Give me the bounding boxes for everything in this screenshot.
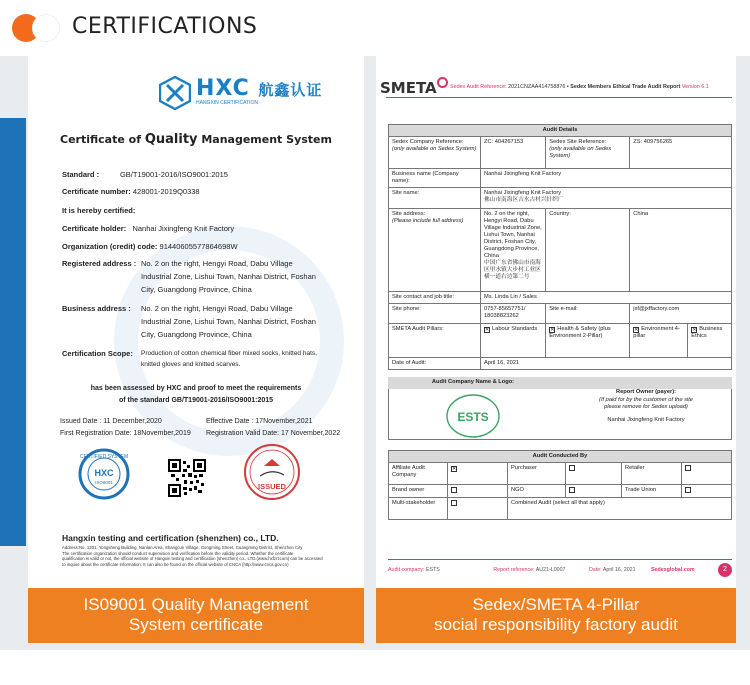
- header-divider: [386, 97, 732, 98]
- issued-stamp-icon: [242, 442, 302, 502]
- page-title: CERTIFICATIONS: [72, 14, 258, 39]
- report-owner: Report Owner (payer): (If paid for by the customer of the site please remove for Sedex upload) Nanhai Jixingfeng Knit Factory: [599, 389, 693, 423]
- stamp-text: ISSUED: [258, 482, 286, 491]
- ngo-label: NGO: [508, 485, 566, 498]
- pillar-environment: ✕ Environment 4-pillar: [630, 324, 688, 358]
- brand-owner-check: [448, 485, 508, 498]
- certifier-company: Hangxin testing and certification (shenzhen) co., LTD.: [62, 533, 279, 543]
- trade-union-label: Trade Union: [622, 485, 682, 498]
- contact-value: Ms. Linda Lin / Sales: [481, 292, 732, 304]
- checkbox-icon: [685, 465, 691, 471]
- cert-number-row: Certificate number: 428001-2019Q0338: [62, 187, 200, 196]
- checkbox-icon: [451, 487, 457, 493]
- effective-date: Effective Date : 17November,2021: [206, 418, 313, 425]
- pillar-business-ethics: ✕ Business Ethics: [688, 324, 732, 358]
- checkbox-icon: [569, 465, 575, 471]
- retailer-label: Retailer: [622, 463, 682, 485]
- certified-system-badge-icon: [78, 448, 130, 500]
- site-ref-value: ZS: 409756265: [630, 137, 732, 169]
- qr-code-icon: [168, 459, 206, 497]
- company-ref-label: Sedex Company Reference: (only available on Sedex System): [389, 137, 481, 169]
- standard-row: Standard : GB/T19001-2016/ISO9001:2015: [62, 170, 228, 179]
- reg-address-value: No. 2 on the right, Hengyi Road, Dabu Village Industrial Zone, Lishui Town, Nanhai District, Foshan City, Guangdong Province, China: [141, 259, 316, 294]
- blue-side-stripe: [0, 118, 26, 546]
- badge-bottom-text: ISO9001: [95, 480, 113, 485]
- certifier-fine-print: Address:No. 1201, Yongsheng Building, Nanlan Area, Shangcun Village, Gongming Street, Guangming District, Shenzhen City The certification organization should conduct supervision and verification before the validity period. Whether the certificate qualification is valid or not, the official website of Hangxin testing and certification (shenzhen) co., LTD.(www.hxfzrzcom) can be accessed to inquire about the certificate information. It can also be found on the official website of CNCA (http://www.cnca.gov.cn): [62, 545, 323, 567]
- multi-stakeholder-label: Multi-stakeholder: [389, 498, 448, 520]
- ests-logo-text: ESTS: [457, 410, 489, 424]
- retailer-check: [682, 463, 732, 485]
- reg-address-label: Registered address :: [62, 259, 137, 268]
- phone-label: Site phone:: [389, 304, 481, 324]
- site-name-label: Site name:: [389, 188, 481, 209]
- registration-valid-date: Registration Valid Date: 17 November,2022: [206, 430, 341, 437]
- checked-box-icon: ✕: [634, 327, 639, 333]
- badge-top-text: CERTIFIED SYSTEM: [79, 454, 129, 460]
- pillar-labour: ✕ Labour Standards: [481, 324, 546, 358]
- business-name-value: Nanhai Jixingfeng Knit Factory: [481, 169, 732, 188]
- issued-date: Issued Date : 11 December,2020: [60, 418, 162, 425]
- certificate-title: Certificate of Quality Management System: [60, 132, 332, 147]
- ests-logo-icon: [446, 394, 500, 438]
- certified-text: It is hereby certified:: [62, 206, 136, 215]
- site-name-value: Nanhai Jixingfeng Knit Factory 佛山市南海区吉水古村兴针织厂: [481, 188, 732, 209]
- audit-conducted-table: [388, 450, 732, 520]
- country-value: China: [630, 209, 732, 292]
- holder-row: Certificate holder: Nanhai Jixingfeng Knit Factory: [62, 224, 235, 233]
- pillars-label: SMETA Audit Pillars:: [389, 324, 481, 358]
- smeta-caption: Sedex/SMETA 4-Pillar social responsibility factory audit: [376, 588, 736, 643]
- org-code-row: Organization (credit) code: 91440605577864698W: [62, 242, 238, 251]
- checked-box-icon: ✕: [550, 327, 555, 333]
- iso-caption: IS09001 Quality Management System certificate: [28, 588, 364, 643]
- pillar-health-safety: ✕ Health & Safety (plus Environment 2-Pillar): [546, 324, 630, 358]
- brand-owner-label: Brand owner: [389, 485, 448, 498]
- checkbox-icon: [451, 500, 457, 506]
- ests-logo: [446, 394, 500, 438]
- hxc-logo-sub: HANGXIN CERTIFICATION: [196, 100, 259, 106]
- affiliate-check: [448, 463, 508, 485]
- hxc-logo-icon: [159, 76, 191, 110]
- audit-company-label: Audit Company Name & Logo:: [431, 379, 515, 385]
- site-ref-label: Sedex Site Reference: (only available on Sedex System): [546, 137, 630, 169]
- conducted-by-heading: Audit Conducted By: [389, 451, 732, 463]
- smeta-footer: Audit company: ESTS Report reference: AU21-L0007 Date: April 16, 2021 Sedexglobal.com: [388, 567, 695, 573]
- assessed-line-2: of the standard GB/T19001-2016/ISO9001:2015: [118, 397, 274, 404]
- affiliate-label: Affiliate Audit Company: [389, 463, 448, 485]
- phone-value: 0757-85657751/ 18038823262: [481, 304, 546, 324]
- email-label: Site e-mail:: [546, 304, 630, 324]
- checked-box-icon: ✕: [692, 327, 697, 333]
- site-address-value: No. 2 on the right, Hengyi Road, Dabu Village Industrial Zone, Lishui Town, Nanhai District, Foshan City, Guangdong Province, China 中国广东省佛山市南海区里水镇大步村工业区横一道右边第二号: [481, 209, 546, 292]
- audit-details-table: [388, 124, 732, 370]
- email-value: jxf@jxffactory.com: [630, 304, 732, 324]
- trade-union-check: [682, 485, 732, 498]
- purchaser-check: [566, 463, 622, 485]
- scope-label: Certification Scope:: [62, 349, 133, 358]
- ngo-check: [566, 485, 622, 498]
- checked-box-icon: ✕: [452, 466, 457, 472]
- checked-box-icon: ✕: [485, 327, 490, 333]
- company-ref-value: ZC: 404267153: [481, 137, 546, 169]
- iso-certificate: [28, 56, 364, 588]
- page-header: [0, 0, 750, 56]
- combined-audit-label: Combined Audit (select all that apply): [508, 498, 732, 520]
- country-label: Country:: [546, 209, 630, 292]
- business-name-label: Business name (Company name):: [389, 169, 481, 188]
- checkbox-icon: [569, 487, 575, 493]
- assessed-line-1: has been assessed by HXC and proof to meet the requirements: [90, 385, 302, 392]
- checkbox-icon: [685, 487, 691, 493]
- site-address-label: Site address: (Please include full address): [389, 209, 481, 292]
- bus-address-value: No. 2 on the right, Hengyi Road, Dabu Village Industrial Zone, Lishui Town, Nanhai District, Foshan City, Guangdong Province, China: [141, 304, 316, 339]
- footer-divider: [388, 559, 732, 560]
- scope-value: Production of cotton chemical fiber mixed socks, knitted hats, knitted gloves and knitted scarves.: [141, 350, 317, 368]
- first-registration-date: First Registration Date: 18November,2019: [60, 430, 191, 437]
- badge-mid-text: HXC: [94, 468, 114, 478]
- smeta-logo: SMETA: [380, 77, 448, 97]
- audit-date-label: Date of Audit:: [389, 358, 481, 370]
- hxc-logo: HXC 航鑫认证: [196, 76, 323, 101]
- white-dot-icon: [32, 14, 60, 42]
- smeta-report-header: Sedex Audit Reference: 2021CNZAA414758876 • Sedex Members Ethical Trade Audit Report Version 6.1: [450, 84, 709, 90]
- multi-stakeholder-check: [448, 498, 508, 520]
- contact-label: Site contact and job title:: [389, 292, 481, 304]
- audit-date-value: April 16, 2021: [481, 358, 732, 370]
- smeta-logo-dot-icon: [437, 77, 448, 88]
- audit-details-heading: Audit Details: [389, 125, 732, 137]
- page-number: 2: [718, 563, 732, 577]
- purchaser-label: Purchaser: [508, 463, 566, 485]
- bus-address-label: Business address :: [62, 304, 131, 313]
